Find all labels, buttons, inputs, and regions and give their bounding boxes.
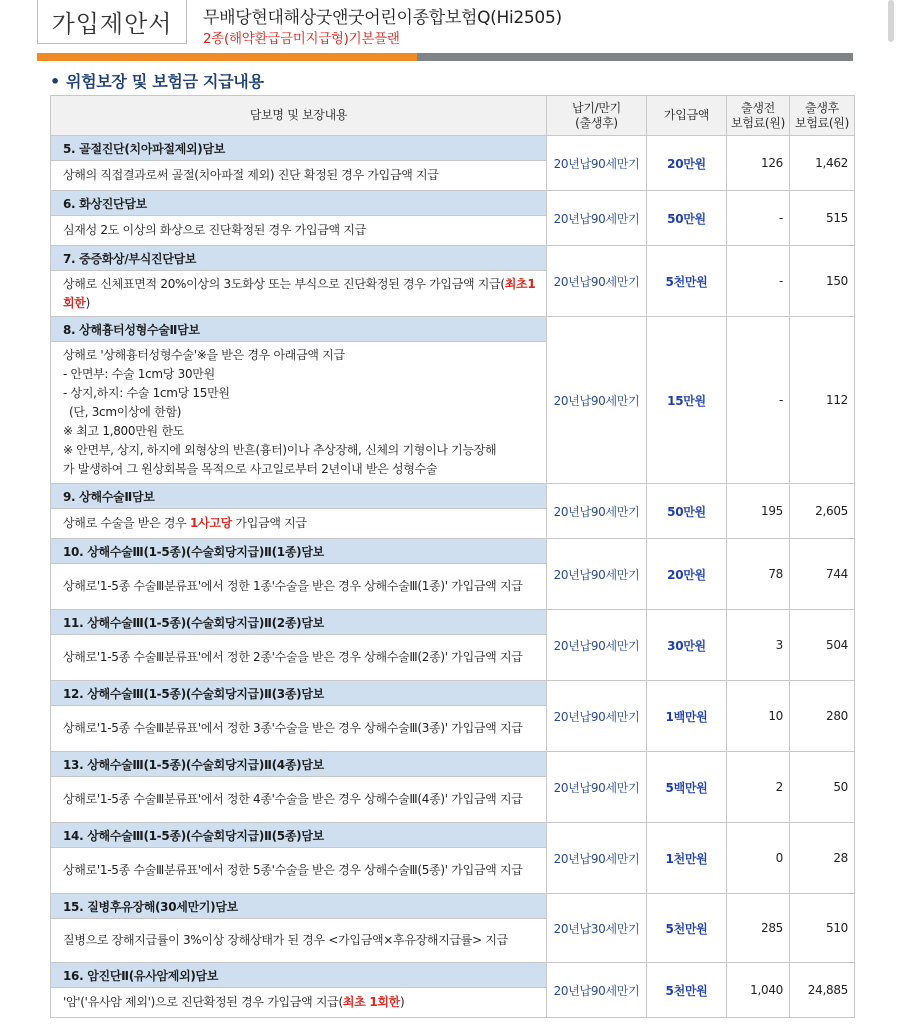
coverage-desc: 상해로'1-5종 수술Ⅲ분류표'에서 정한 5종'수술을 받은 경우 상해수술Ⅲ(5종)' 가입금액 지급 [51,848,547,894]
table-row [51,539,855,564]
term-cell: 20년납90세만기 [547,963,647,1018]
pre-premium-cell: 3 [727,610,790,681]
post-premium-cell: 280 [790,681,855,752]
post-premium-cell: 744 [790,539,855,610]
post-premium-cell: 150 [790,246,855,317]
post-premium-cell: 515 [790,191,855,246]
coverage-name: 10. 상해수술Ⅲ(1-5종)(수술회당지급)Ⅱ(1종)담보 [51,539,547,564]
term-cell: 20년납90세만기 [547,681,647,752]
post-premium-cell: 2,605 [790,484,855,539]
post-premium-cell: 50 [790,752,855,823]
coverage-desc: 심재성 2도 이상의 화상으로 진단확정된 경우 가입금액 지급 [51,216,547,246]
coverage-name: 5. 골절진단(치아파절제외)담보 [51,136,547,161]
amount-cell: 30만원 [647,610,727,681]
amount-cell: 1백만원 [647,681,727,752]
section-title: 위험보장 및 보험금 지급내용 [65,72,264,91]
coverage-desc: 상해로'1-5종 수술Ⅲ분류표'에서 정한 1종'수술을 받은 경우 상해수술Ⅲ(1종)' 가입금액 지급 [51,564,547,610]
post-premium-cell: 112 [790,317,855,484]
table-row [51,136,855,161]
coverage-desc: 질병으로 장해지급률이 3%이상 장해상태가 된 경우 <가입금액×후유장해지급률> 지급 [51,919,547,963]
pre-premium-cell: 285 [727,894,790,963]
limit-note: 1사고당 [189,516,232,530]
post-premium-cell: 504 [790,610,855,681]
table-row [51,681,855,706]
scrollbar[interactable] [888,0,894,42]
coverage-name: 8. 상해흉터성형수술Ⅱ담보 [51,317,547,342]
pre-premium-cell: 2 [727,752,790,823]
term-cell: 20년납90세만기 [547,484,647,539]
amount-cell: 5천만원 [647,246,727,317]
document-type-label: 가입제안서 [37,0,187,44]
amount-cell: 20만원 [647,136,727,191]
post-premium-cell: 28 [790,823,855,894]
table-row [51,752,855,777]
term-cell: 20년납90세만기 [547,317,647,484]
term-cell: 20년납90세만기 [547,752,647,823]
col-coverage: 담보명 및 보장내용 [51,96,547,136]
coverage-name: 15. 질병후유장해(30세만기)담보 [51,894,547,919]
coverage-desc: 상해로'1-5종 수술Ⅲ분류표'에서 정한 2종'수술을 받은 경우 상해수술Ⅲ(2종)' 가입금액 지급 [51,635,547,681]
coverage-name: 9. 상해수술Ⅱ담보 [51,484,547,509]
pre-premium-cell: - [727,191,790,246]
amount-cell: 15만원 [647,317,727,484]
pre-premium-cell: 126 [727,136,790,191]
amount-cell: 5백만원 [647,752,727,823]
coverage-desc: 상해로'1-5종 수술Ⅲ분류표'에서 정한 3종'수술을 받은 경우 상해수술Ⅲ(3종)' 가입금액 지급 [51,706,547,752]
term-cell: 20년납90세만기 [547,539,647,610]
coverage-desc: 상해의 직접결과로써 골절(치아파절 제외) 진단 확정된 경우 가입금액 지급 [51,161,547,191]
amount-cell: 5천만원 [647,963,727,1018]
bullet-icon: • [50,72,60,91]
table-row [51,823,855,848]
table-row [51,484,855,509]
term-cell: 20년납90세만기 [547,246,647,317]
post-premium-cell: 24,885 [790,963,855,1018]
pre-premium-cell: 1,040 [727,963,790,1018]
pre-premium-cell: - [727,317,790,484]
term-cell: 20년납90세만기 [547,823,647,894]
amount-cell: 50만원 [647,484,727,539]
coverage-desc: 상해로 수술을 받은 경우 1사고당 가입금액 지급 [51,509,547,539]
table-row [51,246,855,271]
coverage-desc: 상해로'1-5종 수술Ⅲ분류표'에서 정한 4종'수술을 받은 경우 상해수술Ⅲ(4종)' 가입금액 지급 [51,777,547,823]
coverage-desc: 상해로 신체표면적 20%이상의 3도화상 또는 부식으로 진단확정된 경우 가입금액 지급(최초1회한) [51,271,547,317]
amount-cell: 5천만원 [647,894,727,963]
coverage-name: 12. 상해수술Ⅲ(1-5종)(수술회당지급)Ⅱ(3종)담보 [51,681,547,706]
coverage-desc: 상해로 '상해흉터성형수술'※을 받은 경우 아래금액 지급 - 안면부: 수술 1cm당 30만원 - 상지,하지: 수술 1cm당 15만원 (단, 3cm이상에 한함) ※ 최고 1,800만원 한도 ※ 안면부, 상지, 하지에 외형상의 반흔(흉터)이나 추상장해, 신체의 기형이나 기능장해 가 발생하여 그 원상회복을 목적으로 사고일로부터 2년이내 받은 성형수술 [51,342,547,484]
col-amount: 가입금액 [647,96,727,136]
term-cell: 20년납90세만기 [547,191,647,246]
limit-note: 최초 1회한 [342,995,400,1009]
term-cell: 20년납30세만기 [547,894,647,963]
coverage-desc: '암'('유사암 제외')으로 진단확정된 경우 가입금액 지급(최초 1회한) [51,988,547,1018]
pre-premium-cell: 78 [727,539,790,610]
amount-cell: 20만원 [647,539,727,610]
col-term: 납기/만기 (출생후) [547,96,647,136]
term-cell: 20년납90세만기 [547,136,647,191]
limit-note: 최초1회한 [63,276,536,310]
header-accent-bar [37,53,417,61]
product-title: 무배당현대해상굿앤굿어린이종합보험Q(Hi2505) [203,8,562,28]
coverage-name: 7. 중증화상/부식진단담보 [51,246,547,271]
table-row [51,317,855,342]
coverage-name: 6. 화상진단담보 [51,191,547,216]
coverage-name: 16. 암진단Ⅱ(유사암제외)담보 [51,963,547,988]
post-premium-cell: 1,462 [790,136,855,191]
col-post-birth-premium: 출생후 보험료(원) [790,96,855,136]
coverage-name: 11. 상해수술Ⅲ(1-5종)(수술회당지급)Ⅱ(2종)담보 [51,610,547,635]
coverage-name: 14. 상해수술Ⅲ(1-5종)(수술회당지급)Ⅱ(5종)담보 [51,823,547,848]
term-cell: 20년납90세만기 [547,610,647,681]
pre-premium-cell: 195 [727,484,790,539]
pre-premium-cell: 0 [727,823,790,894]
section-heading [50,69,264,92]
table-row [51,610,855,635]
table-row [51,894,855,919]
table-row [51,963,855,988]
amount-cell: 1천만원 [647,823,727,894]
amount-cell: 50만원 [647,191,727,246]
table-header-row [51,96,855,136]
post-premium-cell: 510 [790,894,855,963]
plan-subtitle: 2종(해약환급금미지급형)기본플랜 [203,31,400,47]
pre-premium-cell: 10 [727,681,790,752]
table-row [51,191,855,216]
pre-premium-cell: - [727,246,790,317]
col-pre-birth-premium: 출생전 보험료(원) [727,96,790,136]
coverage-table [50,95,855,1018]
coverage-name: 13. 상해수술Ⅲ(1-5종)(수술회당지급)Ⅱ(4종)담보 [51,752,547,777]
document-header [0,0,900,62]
